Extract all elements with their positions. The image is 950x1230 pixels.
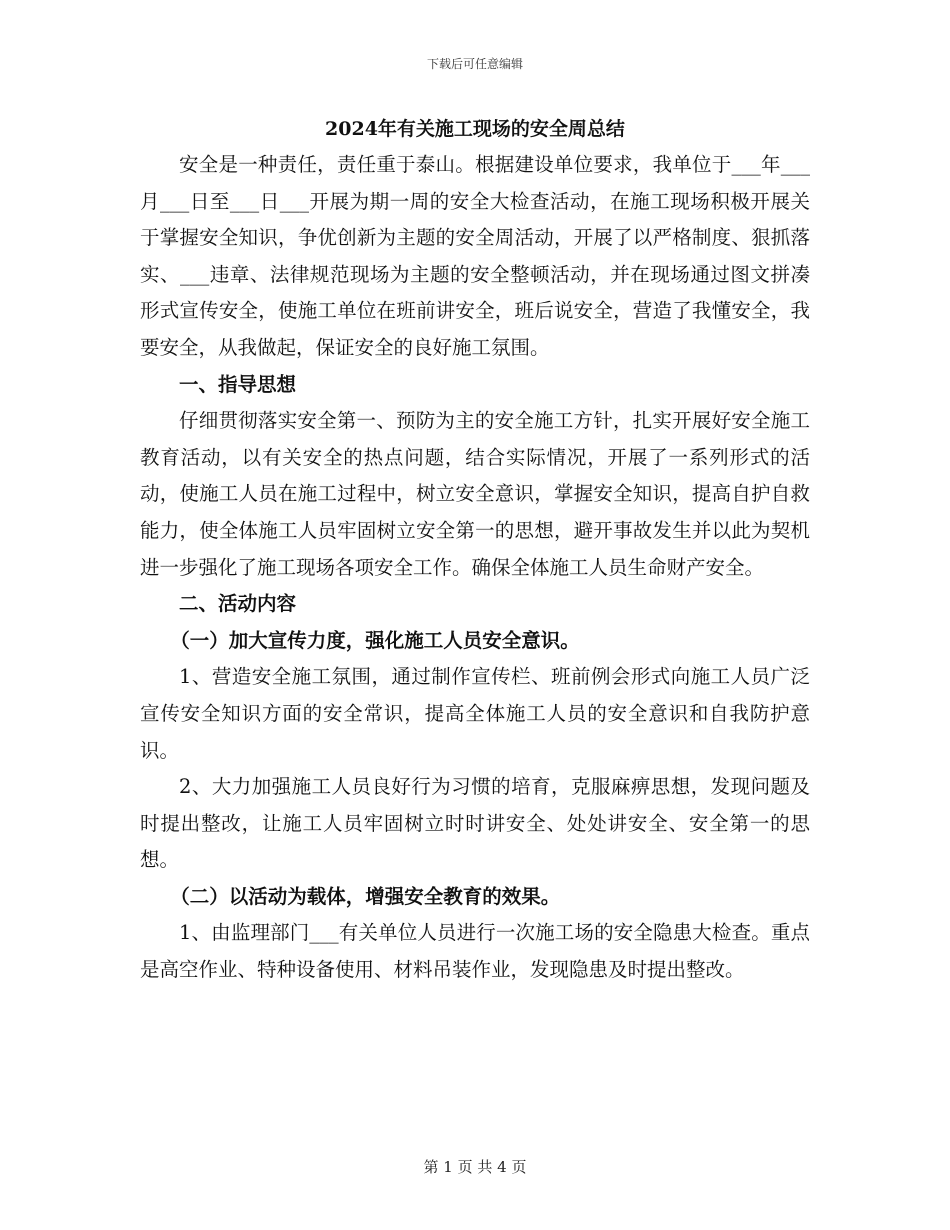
- guiding-ideology-paragraph: 仔细贯彻落实安全第一、预防为主的安全施工方针，扎实开展好安全施工教育活动，以有关安全的热点问题，结合实际情况，开展了一系列形式的活动，使施工人员在施工过程中，树立安全意识，掌握安全知识，提高自护自救能力，使全体施工人员牢固树立安全第一的思想，避开事故发生并以此为契机进一步强化了施工现场各项安全工作。确保全体施工人员生命财产安全。: [140, 409, 810, 579]
- section-heading-guiding-ideology: 一、指导思想: [179, 372, 297, 396]
- subsection-heading-activities: （二）以活动为载体，增强安全教育的效果。: [170, 884, 561, 908]
- document-title: 2024年有关施工现场的安全周总结: [325, 118, 625, 140]
- page-footer: 第 1 页 共 4 页: [423, 1158, 527, 1176]
- publicity-item-1: 1、营造安全施工氛围，通过制作宣传栏、班前例会形式向施工人员广泛宣传安全知识方面的安全常识，提高全体施工人员的安全意识和自我防护意识。: [140, 665, 810, 762]
- header-note: 下载后可任意编辑: [426, 57, 523, 71]
- activities-item-1: 1、由监理部门___有关单位人员进行一次施工场的安全隐患大检查。重点是高空作业、特种设备使用、材料吊装作业，发现隐患及时提出整改。: [140, 921, 810, 982]
- section-heading-activity-content: 二、活动内容: [179, 592, 297, 616]
- publicity-item-2: 2、大力加强施工人员良好行为习惯的培育，克服麻痹思想，发现问题及时提出整改，让施工人员牢固树立时时讲安全、处处讲安全、安全第一的思想。: [140, 775, 810, 872]
- intro-paragraph: 安全是一种责任，责任重于泰山。根据建设单位要求，我单位于___年___月___日至___日___开展为期一周的安全大检查活动，在施工现场积极开展关于掌握安全知识，争优创新为主题的安全周活动，开展了以严格制度、狠抓落实、___违章、法律规范现场为主题的安全整顿活动，并在现场通过图文拼凑形式宣传安全，使施工单位在班前讲安全，班后说安全，营造了我懂安全，我要安全，从我做起，保证安全的良好施工氛围。: [140, 153, 810, 359]
- subsection-heading-publicity: （一）加大宣传力度，强化施工人员安全意识。: [170, 628, 580, 652]
- document-body: [140, 147, 810, 989]
